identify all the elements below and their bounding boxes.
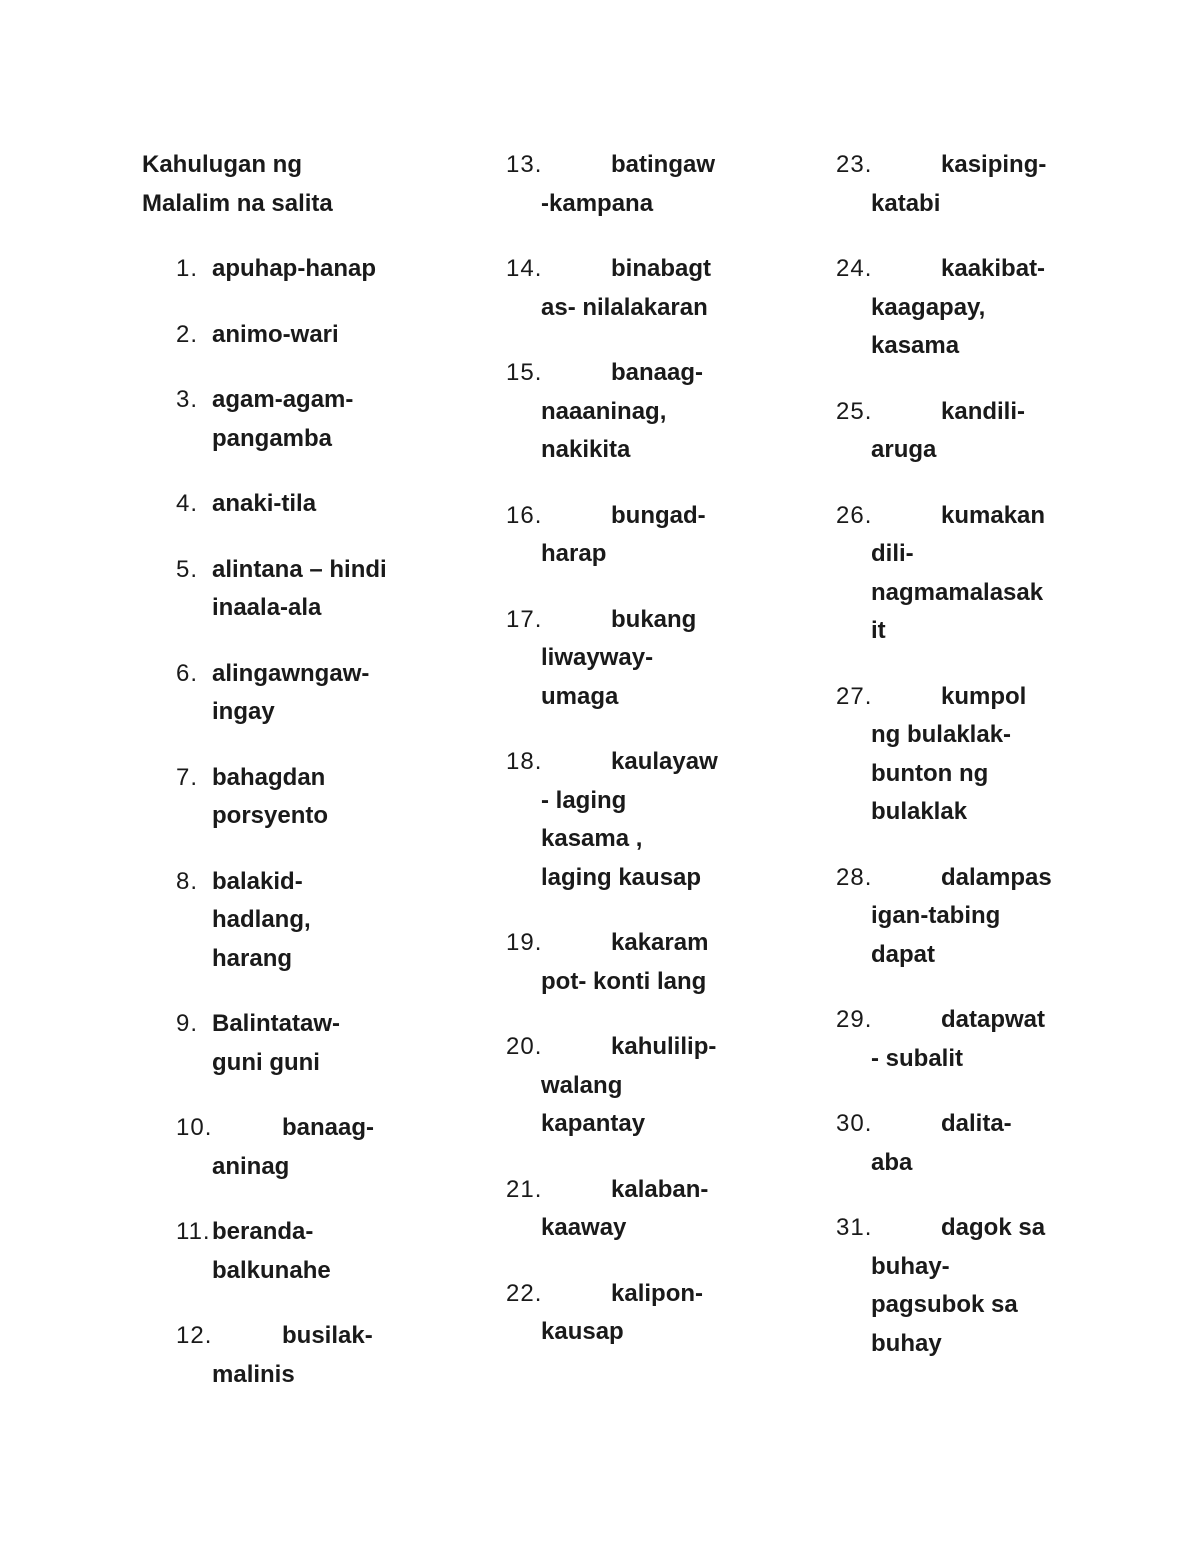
vocabulary-entry [836,497,1086,651]
entry-text-line: dagok sa [941,1214,1046,1241]
entry-text-line: alingawngaw- [212,659,370,687]
vocabulary-entry [506,1275,756,1352]
entry-text-line: Balintataw- [212,1010,341,1037]
entry-text-line: guni guni [212,1048,320,1076]
vocabulary-entry [142,485,432,524]
entry-text-line: kaakibat- [941,255,1046,282]
vocabulary-entry [142,655,432,732]
entry-text-line: walang [541,1071,623,1099]
entry-text-line: kumakan [941,501,1046,529]
vocabulary-entry [142,759,432,836]
entry-number: 15. [506,359,543,386]
vocabulary-entry [142,316,432,355]
entry-text-line: bungad- [611,501,706,529]
vocabulary-entry [142,1213,432,1290]
vocabulary-entry [142,381,432,458]
entry-text-line: datapwat [941,1006,1046,1033]
title-line-1: Kahulugan ng [142,151,302,178]
entry-number: 29. [836,1006,873,1033]
entry-number: 19. [506,929,543,956]
entry-text-line: aruga [871,436,937,463]
entry-text-line: kasiping- [941,151,1047,178]
vocabulary-entry [506,743,756,897]
entry-text-line: kaulayaw [611,748,718,775]
entry-text-line: busilak- [282,1322,373,1349]
entry-text-line: binabagt [611,255,711,282]
entry-text-line: balakid- [212,867,303,895]
entry-text-line: bukang [611,605,697,633]
entry-text-line: kaaway [541,1214,627,1241]
entry-number: 6. [176,659,199,687]
entry-number: 11. [176,1218,211,1245]
vocabulary-entry [142,863,432,979]
entry-number: 4. [176,490,199,517]
entry-number: 18. [506,748,543,775]
entry-text-line: porsyento [212,802,329,829]
vocabulary-column-2 [506,146,756,1379]
entry-text-line: hadlang, [212,906,311,933]
entry-text-line: aba [871,1148,913,1176]
entry-number: 30. [836,1110,873,1137]
entry-text-line: kumpol [941,682,1027,710]
entry-text-line: katabi [871,189,941,217]
entry-text-line: kasama , [541,825,643,852]
entry-text-line: as- nilalakaran [541,293,708,321]
entry-text-line: -kampana [541,189,654,217]
entry-text-line: bulaklak [871,798,968,825]
entry-number: 9. [176,1010,199,1037]
entry-text-line: dalita- [941,1110,1012,1137]
entry-text-line: banaag- [282,1114,375,1141]
entry-number: 23. [836,151,873,178]
entry-text-line: umaga [541,682,619,710]
vocabulary-entry [836,393,1086,470]
entry-text-line: kasama [871,332,960,359]
entry-number: 22. [506,1279,543,1307]
vocabulary-entry [836,250,1086,366]
vocabulary-entry [506,497,756,574]
entry-text-line: - subalit [871,1044,964,1072]
entry-text-line: animo-wari [212,320,339,348]
entry-text-line: harang [212,944,293,972]
entry-text-line: malinis [212,1360,295,1388]
entry-number: 3. [176,386,199,413]
vocabulary-column-1 [142,146,432,1421]
entry-number: 24. [836,255,873,282]
vocabulary-entry [506,250,756,327]
entry-number: 14. [506,255,543,282]
entry-text-line: kahulilip- [611,1033,717,1060]
vocabulary-entry [836,678,1086,832]
entry-text-line: pot- konti lang [541,967,707,995]
vocabulary-entry [836,1105,1086,1182]
entry-number: 17. [506,605,543,633]
entry-text-line: inaala-ala [212,594,322,621]
entry-text-line: bunton ng [871,759,989,787]
entry-text-line: buhay [871,1329,942,1357]
entry-number: 2. [176,320,199,348]
vocabulary-column-3 [836,146,1086,1390]
entry-text-line: nagmamalasak [871,578,1044,606]
entry-number: 20. [506,1033,543,1060]
entry-text-line: apuhap-hanap [212,255,377,282]
entry-text-line: laging kausap [541,863,702,891]
entry-text-line: ingay [212,698,275,725]
entry-text-line: kapantay [541,1110,646,1137]
entry-number: 27. [836,682,873,710]
vocabulary-entry [836,1209,1086,1363]
entry-text-line: liwayway- [541,644,654,671]
entry-text-line: banaag- [611,359,704,386]
entry-number: 21. [506,1175,543,1203]
entry-text-line: kalaban- [611,1175,709,1203]
entry-number: 16. [506,501,543,529]
vocabulary-entry [142,1005,432,1082]
vocabulary-entry [836,146,1086,223]
vocabulary-entry [506,1171,756,1248]
entry-text-line: buhay- [871,1252,950,1280]
entry-text-line: it [871,617,886,644]
entry-text-line: igan-tabing [871,902,1001,929]
title-line-2: Malalim na salita [142,189,333,217]
vocabulary-entry [506,601,756,717]
entry-number: 1. [176,255,199,282]
entry-text-line: kandili- [941,397,1026,425]
entry-number: 25. [836,397,873,425]
entry-text-line: aninag [212,1152,290,1180]
entry-number: 5. [176,555,199,583]
entry-text-line: - laging [541,786,627,814]
entry-text-line: naaaninag, [541,397,667,425]
entry-text-line: dapat [871,940,936,968]
entry-number: 10. [176,1114,213,1141]
entry-text-line: dili- [871,540,914,567]
entry-number: 13. [506,151,543,178]
entry-number: 26. [836,501,873,529]
entry-text-line: kaagapay, [871,293,986,321]
entry-text-line: beranda- [212,1218,314,1245]
vocabulary-entry [142,250,432,289]
entry-text-line: kakaram [611,929,709,956]
entry-text-line: batingaw [611,151,716,178]
entry-text-line: anaki-tila [212,490,317,517]
vocabulary-entry [506,1028,756,1144]
vocabulary-entry [836,859,1086,975]
entry-text-line: pangamba [212,424,333,452]
entry-text-line: nakikita [541,436,631,463]
entry-text-line: kausap [541,1318,624,1345]
entry-text-line: bahagdan [212,763,326,791]
vocabulary-entry [506,924,756,1001]
vocabulary-entry [142,1317,432,1394]
vocabulary-entry [506,146,756,223]
entry-text-line: pagsubok sa [871,1291,1018,1318]
entry-text-line: ng bulaklak- [871,721,1012,748]
entry-number: 28. [836,863,873,891]
entry-text-line: balkunahe [212,1256,331,1284]
vocabulary-entry [142,1109,432,1186]
vocabulary-entry [142,551,432,628]
entry-number: 8. [176,867,199,895]
entry-text-line: agam-agam- [212,386,354,413]
entry-number: 7. [176,763,199,791]
entry-text-line: alintana – hindi [212,555,387,583]
entry-text-line: harap [541,540,607,567]
vocabulary-entry [836,1001,1086,1078]
entry-number: 12. [176,1322,213,1349]
document-title [142,146,432,223]
entry-number: 31. [836,1214,873,1241]
vocabulary-entry [506,354,756,470]
entry-text-line: kalipon- [611,1279,704,1307]
entry-text-line: dalampas [941,863,1052,891]
